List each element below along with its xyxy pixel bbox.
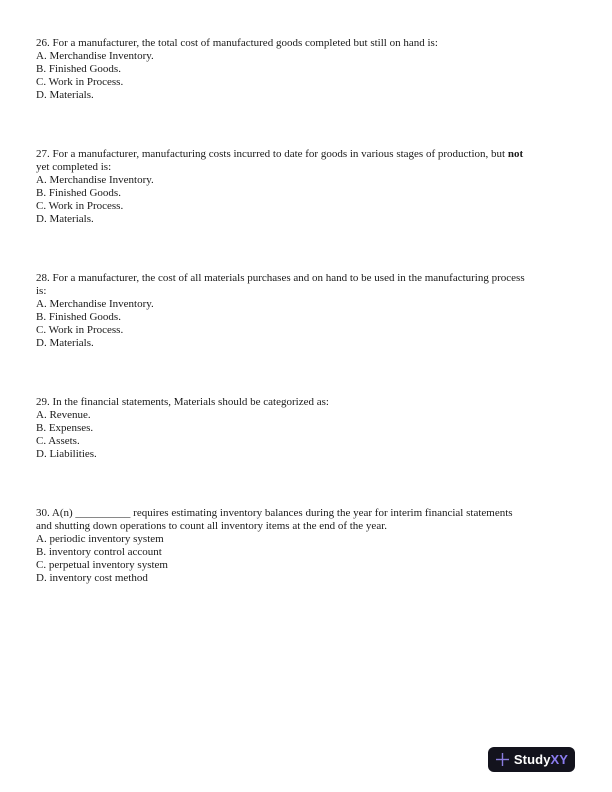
stem-segment: and shutting down operations to count all inventory items at the end of the year. [36,520,388,532]
question-stem [36,272,584,298]
option-line: B. Finished Goods. [36,63,121,75]
option-line: A. periodic inventory system [36,533,164,545]
option-line: B. Finished Goods. [36,311,121,323]
brand-wordmark [514,753,568,766]
option-line: A. Revenue. [36,409,91,421]
plus-icon [495,752,510,767]
option-line: A. Merchandise Inventory. [36,174,154,186]
option-line: A. Merchandise Inventory. [36,50,154,62]
option-line: C. Work in Process. [36,76,124,88]
question-options [36,298,584,350]
stem-segment: yet completed is: [36,161,112,173]
option-line: D. Liabilities. [36,448,97,460]
option-line: B. inventory control account [36,546,162,558]
stem-line [36,148,584,161]
brand-name-accent: XY [550,752,569,767]
option-line: B. Finished Goods. [36,187,121,199]
stem-segment: 27. For a manufacturer, manufacturing costs incurred to date for goods in various stages of production, but [36,148,508,160]
stem-line [36,507,584,520]
option-line: C. perpetual inventory system [36,559,168,571]
stem-line [36,285,584,298]
option-line: C. Work in Process. [36,324,124,336]
stem-segment: 29. In the financial statements, Materials should be categorized as: [36,396,329,408]
option-line: C. Work in Process. [36,200,124,212]
question-block [36,37,584,102]
question-block [36,272,584,350]
question-block [36,148,584,226]
question-stem [36,507,584,533]
option-line: A. Merchandise Inventory. [36,298,154,310]
question-options [36,50,584,102]
question-stem [36,148,584,174]
stem-line [36,272,584,285]
stem-line [36,396,584,409]
question-options [36,409,584,461]
stem-segment: 26. For a manufacturer, the total cost of manufactured goods completed but still on hand is: [36,37,438,49]
stem-line [36,161,584,174]
question-block [36,507,584,585]
stem-line [36,520,584,533]
studyxy-logo-badge [488,747,575,772]
brand-name-primary: Study [513,752,551,767]
question-options [36,174,584,226]
option-line: B. Expenses. [36,422,94,434]
option-line: D. inventory cost method [36,572,148,584]
question-stem [36,37,584,50]
stem-line [36,37,584,50]
questions-list [36,37,584,631]
question-block [36,396,584,461]
stem-bold-segment: not [507,148,524,160]
stem-segment: 28. For a manufacturer, the cost of all materials purchases and on hand to be used in the manufacturing process [36,272,525,284]
question-stem [36,396,584,409]
option-line: D. Materials. [36,213,94,225]
option-line: C. Assets. [36,435,80,447]
question-options [36,533,584,585]
stem-segment: 30. A(n) __________ requires estimating inventory balances during the year for interim financial statements [36,507,513,519]
option-line: D. Materials. [36,89,94,101]
option-line: D. Materials. [36,337,94,349]
stem-segment: is: [36,285,47,297]
